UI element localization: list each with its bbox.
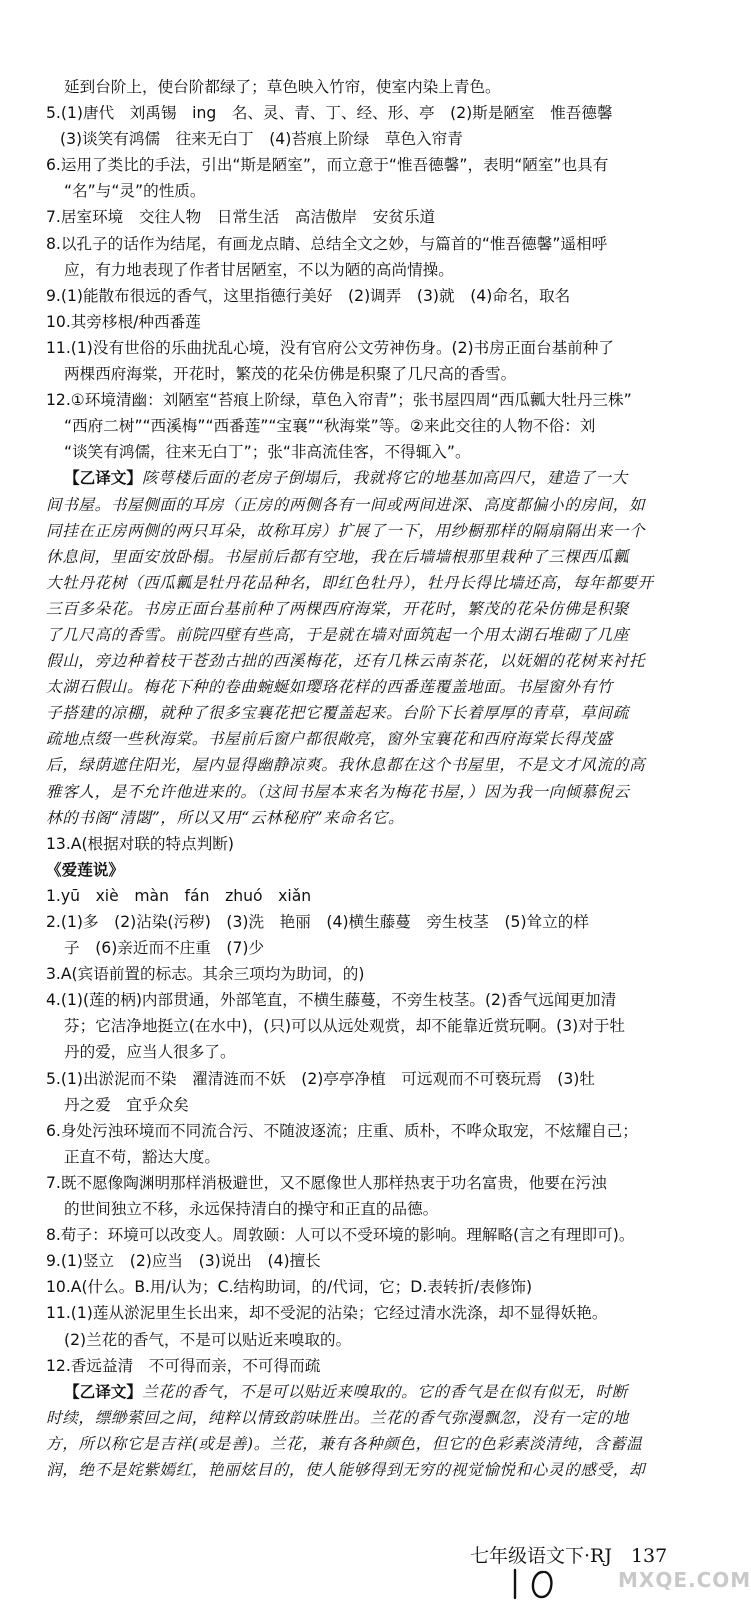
line-text: 9.(1)能散布很远的香气，这里指德行美好 (2)调弄 (3)就 (4)命名，取名 [46, 286, 571, 305]
answer-line [46, 178, 686, 204]
line-text: 5.(1)唐代 刘禹锡 ing 名、灵、青、丁、经、形、亭 (2)斯是陋室 惟吾德馨 [46, 104, 613, 123]
answer-line [46, 1092, 686, 1118]
line-text: 丹的爱，应当人很多了。 [64, 1043, 236, 1062]
translation-line [46, 492, 686, 518]
line-text: 丹之爱 宜乎众矣 [64, 1095, 189, 1114]
answer-line [46, 439, 686, 465]
line-text: 正直不苟，豁达大度。 [64, 1147, 220, 1166]
line-text: 10.其旁栘根/种西番莲 [46, 312, 201, 331]
line-text: 11.(1)莲从淤泥里生长出来，却不受泥的沾染；它经过清水洗涤，却不显得妖艳。 [46, 1304, 608, 1323]
line-text: 9.(1)竖立 (2)应当 (3)说出 (4)擅长 [46, 1252, 321, 1271]
answer-line [46, 1300, 686, 1326]
line-text: 12.①环境清幽：刘陋室“苔痕上阶绿，草色入帘青”；张书屋四周“西瓜瓤大牡丹三株” [46, 391, 632, 410]
translation-line [46, 518, 686, 544]
line-text: 方，所以称它是吉祥(或是善)。兰花，兼有各种颜色，但它的色彩素淡清纯，含蓄温 [46, 1434, 643, 1453]
line-text: 陔萼楼后面的老房子倒塌后，我就将它的地基加高四尺，建造了一大 [141, 469, 628, 488]
line-text: 了几尺高的香雪。前院四壁有些高，于是就在墙对面筑起一个用太湖石堆砌了几座 [46, 625, 629, 644]
line-text: 间书屋。书屋侧面的耳房（正房的两侧各有一间或两间进深、高度都偏小的房间，如 [46, 495, 646, 514]
line-text: 后，绿荫遮住阳光，屋内显得幽静凉爽。我休息都在这个书屋里，不是文才风流的高 [46, 756, 646, 775]
line-text: 12.香远益清 不可得而亲，不可得而疏 [46, 1356, 321, 1375]
line-text: 8.以孔子的话作为结尾，有画龙点睛、总结全文之妙，与篇首的“惟吾德馨”遥相呼 [46, 234, 608, 253]
handwritten-page-number [505, 1566, 565, 1600]
section-title [46, 857, 686, 883]
translation-line [46, 674, 686, 700]
answer-line [46, 231, 686, 257]
answer-line [46, 831, 686, 857]
answer-line [46, 257, 686, 283]
answer-line [46, 935, 686, 961]
line-text: 延到台阶上，使台阶都绿了；草色映入竹帘，使室内染上青色。 [64, 78, 501, 96]
answer-line [46, 1327, 686, 1353]
line-text: “西府二树”“西溪梅”“西番莲”“宝襄”“秋海棠”等。②来此交往的人物不俗：刘 [64, 417, 596, 436]
translation-line [46, 544, 686, 570]
answer-text-body [46, 74, 686, 1483]
line-text: 10.A(什么。B.用/认为；C.结构助词，的/代词，它；D.表转折/表修饰) [46, 1278, 533, 1297]
line-text: 润，绝不是姹紫嫣红，艳丽炫目的，使人能够得到无穷的视觉愉悦和心灵的感受，却 [46, 1460, 646, 1479]
translation-line [46, 1431, 686, 1457]
line-text: 三百多朵花。书房正面台基前种了两棵西府海棠，开花时，繁茂的花朵仿佛是积聚 [46, 599, 629, 618]
answer-line [46, 1013, 686, 1039]
answer-line [46, 100, 686, 126]
answer-line [46, 204, 686, 230]
translation-line [46, 622, 686, 648]
answer-line [46, 1066, 686, 1092]
answer-line [46, 1039, 686, 1065]
answer-line [46, 883, 686, 909]
line-text: 同挂在正房两侧的两只耳朵，故称耳房）扩展了一下，用纱橱那样的隔扇隔出来一个 [46, 521, 646, 540]
line-text: 4.(1)(莲的柄)内部贯通，外部笔直，不横生藤蔓，不旁生枝茎。(2)香气远闻更加清 [46, 991, 617, 1010]
page-footer: 七年级语文下·RJ 137 [470, 1545, 668, 1567]
line-text: 2.(1)多 (2)沾染(污秽) (3)洗 艳丽 (4)横生藤蔓 旁生枝茎 (5)耸立的样 [46, 913, 589, 931]
answer-line [46, 152, 686, 178]
line-text: 7.既不愿像陶渊明那样消极避世，又不愿像世人那样热衷于功名富贵，他要在污浊 [46, 1173, 607, 1192]
line-text: “谈笑有鸿儒，往来无白丁”；张“非高流佳客，不得辄入”。 [64, 443, 471, 462]
answer-line [46, 1118, 686, 1144]
line-text: (3)谈笑有鸿儒 往来无白丁 (4)苔痕上阶绿 草色入帘青 [60, 130, 463, 149]
answer-line [46, 1248, 686, 1274]
translation-line [46, 570, 686, 596]
line-text: 太湖石假山。梅花下种的卷曲蜿蜒如璎珞花样的西番莲覆盖地面。书屋窗外有竹 [46, 678, 613, 697]
line-text: 应，有力地表现了作者甘居陋室，不以为陋的高尚情操。 [64, 260, 454, 279]
answer-line [46, 1170, 686, 1196]
answer-line [46, 987, 686, 1013]
translation-line [46, 752, 686, 778]
line-text: 假山，旁边种着枝干苍劲古拙的西溪梅花，还有几株云南茶花，以妩媚的花树来衬托 [46, 652, 646, 671]
answer-line [46, 909, 686, 935]
line-text: 子搭建的凉棚，就种了很多宝襄花把它覆盖起来。台阶下长着厚厚的青草，草间疏 [46, 704, 629, 723]
answer-line [46, 1353, 686, 1379]
line-text: 兰花的香气，不是可以贴近来嗅取的。它的香气是在似有似无，时断 [141, 1382, 628, 1401]
translation-line [46, 779, 686, 805]
answer-line [46, 126, 686, 152]
line-text: 疏地点缀一些秋海棠。书屋前后窗户都很敞亮，窗外宝襄花和西府海棠长得茂盛 [46, 730, 613, 749]
translation-line [46, 596, 686, 622]
line-text: 两棵西府海棠，开花时，繁茂的花朵仿佛是积聚了几尺高的香雪。 [64, 365, 517, 384]
answer-line [46, 1222, 686, 1248]
line-text: “名”与“灵”的性质。 [64, 182, 206, 201]
translation-line [46, 648, 686, 674]
translation-tag: 【乙译文】 [64, 1382, 142, 1401]
answer-line [46, 413, 686, 439]
line-text: (2)兰花的香气，不是可以贴近来嗅取的。 [64, 1330, 352, 1349]
answer-line [46, 309, 686, 335]
line-text: 子 (6)亲近而不庄重 (7)少 [64, 939, 265, 958]
line-text: 芬；它洁净地挺立(在水中)，(只)可以从远处观赏，却不能靠近赏玩啊。(3)对于牡 [64, 1017, 626, 1036]
line-text: 13.A(根据对联的特点判断) [46, 834, 234, 853]
translation-line [46, 465, 686, 491]
answer-line [46, 74, 686, 100]
answer-line [46, 361, 686, 387]
translation-line [46, 726, 686, 752]
line-text: 6.身处污浊环境而不同流合污、不随波逐流；庄重、质朴，不哗众取宠，不炫耀自己； [46, 1121, 638, 1140]
answer-line [46, 1144, 686, 1170]
site-watermark: MXQE.COM [618, 1568, 751, 1592]
line-text: 的世间独立不移，永远保持清白的操守和正直的品德。 [64, 1200, 439, 1219]
translation-line [46, 700, 686, 726]
translation-line [46, 1457, 686, 1483]
line-text: 1.yū xiè màn fán zhuó xiǎn [46, 886, 312, 905]
translation-line [46, 805, 686, 831]
line-text: 雅客人，是不允许他进来的。（这间书屋本来名为梅花书屋，）因为我一向倾慕倪云 [46, 782, 630, 801]
line-text: 5.(1)出淤泥而不染 濯清涟而不妖 (2)亭亭净植 可远观而不可亵玩焉 (3)牡 [46, 1069, 595, 1088]
line-text: 《爱莲说》 [46, 860, 124, 879]
answer-line [46, 1196, 686, 1222]
line-text: 6.运用了类比的手法，引出“斯是陋室”，而立意于“惟吾德馨”，表明“陋室”也具有 [46, 156, 609, 175]
answer-line [46, 283, 686, 309]
line-text: 11.(1)没有世俗的乐曲扰乱心境，没有官府公文劳神伤身。(2)书房正面台基前种了 [46, 338, 614, 357]
line-text: 林的书阁“清閟”，所以又用“云林秘府”来命名它。 [46, 808, 405, 827]
line-text: 大牡丹花树（西瓜瓤是牡丹花品种名，即红色牡丹），牡丹长得比墙还高，每年都要开 [46, 573, 654, 592]
translation-line [46, 1405, 686, 1431]
line-text: 休息间，里面安放卧榻。书屋前后都有空地，我在后墙墙根那里栽种了三棵西瓜瓤 [46, 547, 629, 566]
line-text: 3.A(宾语前置的标志。其余三项均为助词，的) [46, 965, 365, 984]
translation-tag: 【乙译文】 [64, 469, 142, 488]
translation-line [46, 1379, 686, 1405]
line-text: 时续，缥缈萦回之间，纯粹以情致韵味胜出。兰花的香气弥漫飘忽，没有一定的地 [46, 1408, 629, 1427]
answer-line [46, 387, 686, 413]
answer-line [46, 1274, 686, 1300]
answer-line [46, 961, 686, 987]
answer-line [46, 335, 686, 361]
line-text: 7.居室环境 交往人物 日常生活 高洁傲岸 安贫乐道 [46, 208, 436, 227]
line-text: 8.荀子：环境可以改变人。周敦颐：人可以不受环境的影响。理解略(言之有理即可)。 [46, 1226, 635, 1245]
